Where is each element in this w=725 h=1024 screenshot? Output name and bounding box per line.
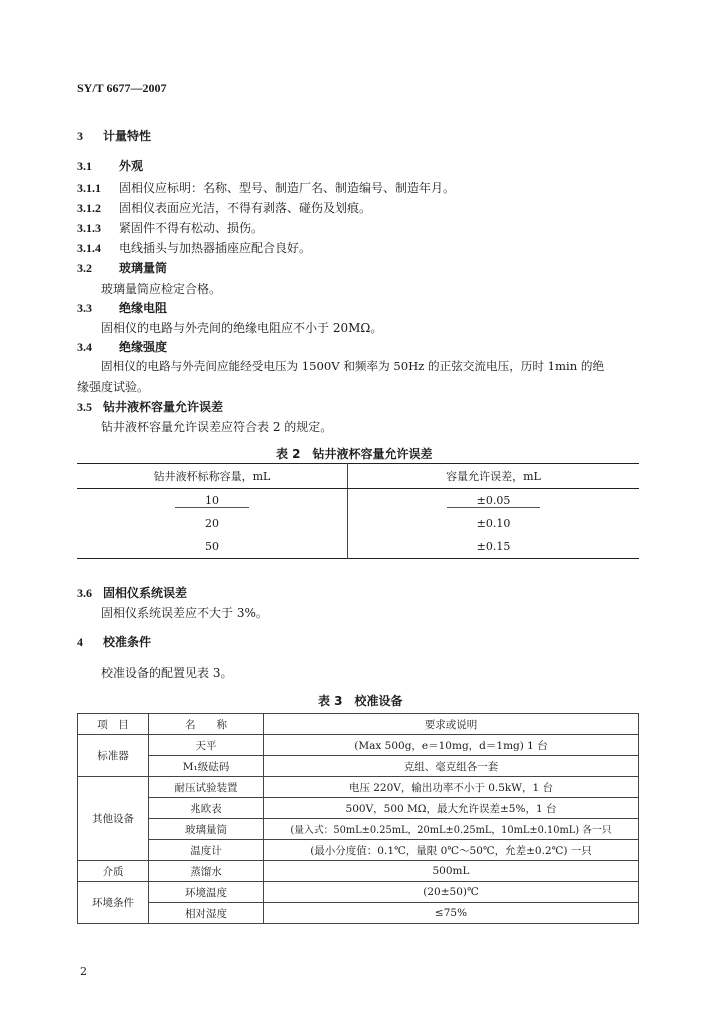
table-cell [77,489,348,513]
section-3-2-heading [77,259,167,276]
table-cell [348,489,640,513]
page-number: 2 [80,965,87,978]
section-title: 固相仪系统误差 [103,586,188,600]
table-row [78,777,639,798]
section-title: 校准条件 [103,635,152,649]
table-row [78,882,639,903]
clause-text: 紧固件不得有松动、损伤。 [119,221,264,235]
table-cell: 玻璃量筒 [149,819,264,840]
clause-3-2-text: 玻璃量筒应检定合格。 [101,282,222,296]
table-2-caption: 表 2 钻井液杯容量允许误差 [276,447,433,461]
table-header-row [77,464,639,489]
clause-number: 3.1.2 [77,201,101,215]
table-cell: M₁级砝码 [149,756,264,777]
section-3-3-heading [77,299,167,316]
section-3-6-heading [77,584,187,601]
category-cell: 其他设备 [78,777,149,861]
table-row [77,489,639,513]
table-cell: ±0.15 [348,535,640,559]
section-3-heading [77,127,151,144]
table-header-cell: 钻井液杯标称容量，mL [77,464,348,489]
table-cell: 相对湿度 [149,903,264,924]
section-number: 3 [77,129,83,143]
table-header-row [78,714,639,735]
table-cell: ±0.10 [348,512,640,535]
table-row [78,735,639,756]
table-row [77,535,639,559]
clause-number: 3.1.4 [77,241,101,255]
section-4-heading [77,633,151,650]
table-cell: 50 [205,540,219,553]
section-title: 绝缘强度 [119,340,168,354]
section-number: 4 [77,635,83,649]
section-4-text: 校准设备的配置见表 3。 [101,666,233,680]
category-cell: 环境条件 [78,882,149,924]
section-title: 玻璃量筒 [119,261,168,275]
table-cell: (量入式：50mL±0.25mL，20mL±0.25mL，10mL±0.10mL) 各一只 [264,819,639,840]
table-cell: 环境温度 [149,882,264,903]
clause-text: 电线插头与加热器插座应配合良好。 [119,241,312,255]
clause-text: 固相仪应标明：名称、型号、制造厂名、制造编号、制造年月。 [119,181,456,195]
clause-3-1-4 [77,239,311,256]
table-cell: 温度计 [149,840,264,861]
clause-3-4-text-line1: 固相仪的电路与外壳间应能经受电压为 1500V 和频率为 50Hz 的正弦交流电压，历时 1min 的绝 [101,359,605,373]
clause-3-4-text-line2: 缘强度试验。 [77,380,150,394]
section-title: 绝缘电阻 [119,301,168,315]
table-cell: 500mL [264,861,639,882]
cell-value: ±0.05 [447,494,541,508]
table-cell: (20±50)℃ [264,882,639,903]
section-number: 3.1 [77,159,92,173]
table-row [78,756,639,777]
clause-3-6-text: 固相仪系统误差应不大于 3%。 [101,606,268,620]
section-3-5-heading [77,398,223,415]
cell-value: 10 [175,494,249,508]
table-cell: 克组、毫克组各一套 [264,756,639,777]
table-row [78,798,639,819]
table-3 [77,713,639,924]
section-number: 3.2 [77,261,92,275]
table-cell: ≤75% [264,903,639,924]
table-cell: 兆欧表 [149,798,264,819]
clause-number: 3.1.3 [77,221,101,235]
table-row [78,861,639,882]
table-header-cell: 项 目 [78,714,149,735]
clause-3-5-text: 钻井液杯容量允许误差应符合表 2 的规定。 [101,420,333,434]
section-3-1-heading [77,157,143,174]
section-title: 外观 [119,159,144,173]
table-cell: 蒸馏水 [149,861,264,882]
table-row [78,903,639,924]
section-3-4-heading [77,338,167,355]
category-cell: 标准器 [78,735,149,777]
clause-text: 固相仪表面应光洁，不得有剥落、碰伤及划痕。 [119,201,372,215]
table-cell: 天平 [149,735,264,756]
table-row [78,819,639,840]
standard-code-header: SY/T 6677—2007 [77,81,167,95]
table-cell: (Max 500g，e＝10mg，d＝1mg) 1 台 [264,735,639,756]
clause-3-3-text: 固相仪的电路与外壳间的绝缘电阻应不小于 20MΩ。 [101,321,383,335]
section-number: 3.6 [77,586,92,600]
table-3-caption: 表 3 校准设备 [318,694,403,708]
table-cell: 电压 220V，输出功率不小于 0.5kW，1 台 [264,777,639,798]
clause-number: 3.1.1 [77,181,101,195]
section-number: 3.4 [77,340,92,354]
section-number: 3.3 [77,301,92,315]
section-title: 钻井液杯容量允许误差 [103,400,224,414]
clause-3-1-3 [77,219,263,236]
table-cell: 20 [205,517,219,530]
category-cell: 介质 [78,861,149,882]
table-header-cell: 容量允许误差，mL [348,464,640,489]
table-row [78,840,639,861]
table-cell: (最小分度值：0.1℃，量限 0℃～50℃，允差±0.2℃) 一只 [264,840,639,861]
table-cell: 500V，500 MΩ，最大允许误差±5%，1 台 [264,798,639,819]
section-title: 计量特性 [103,129,152,143]
clause-3-1-1 [77,179,455,196]
section-number: 3.5 [77,400,92,414]
clause-3-1-2 [77,199,371,216]
table-cell: 耐压试验装置 [149,777,264,798]
table-2 [77,463,639,559]
table-header-cell: 名 称 [149,714,264,735]
table-header-cell: 要求或说明 [264,714,639,735]
table-row [77,512,639,535]
